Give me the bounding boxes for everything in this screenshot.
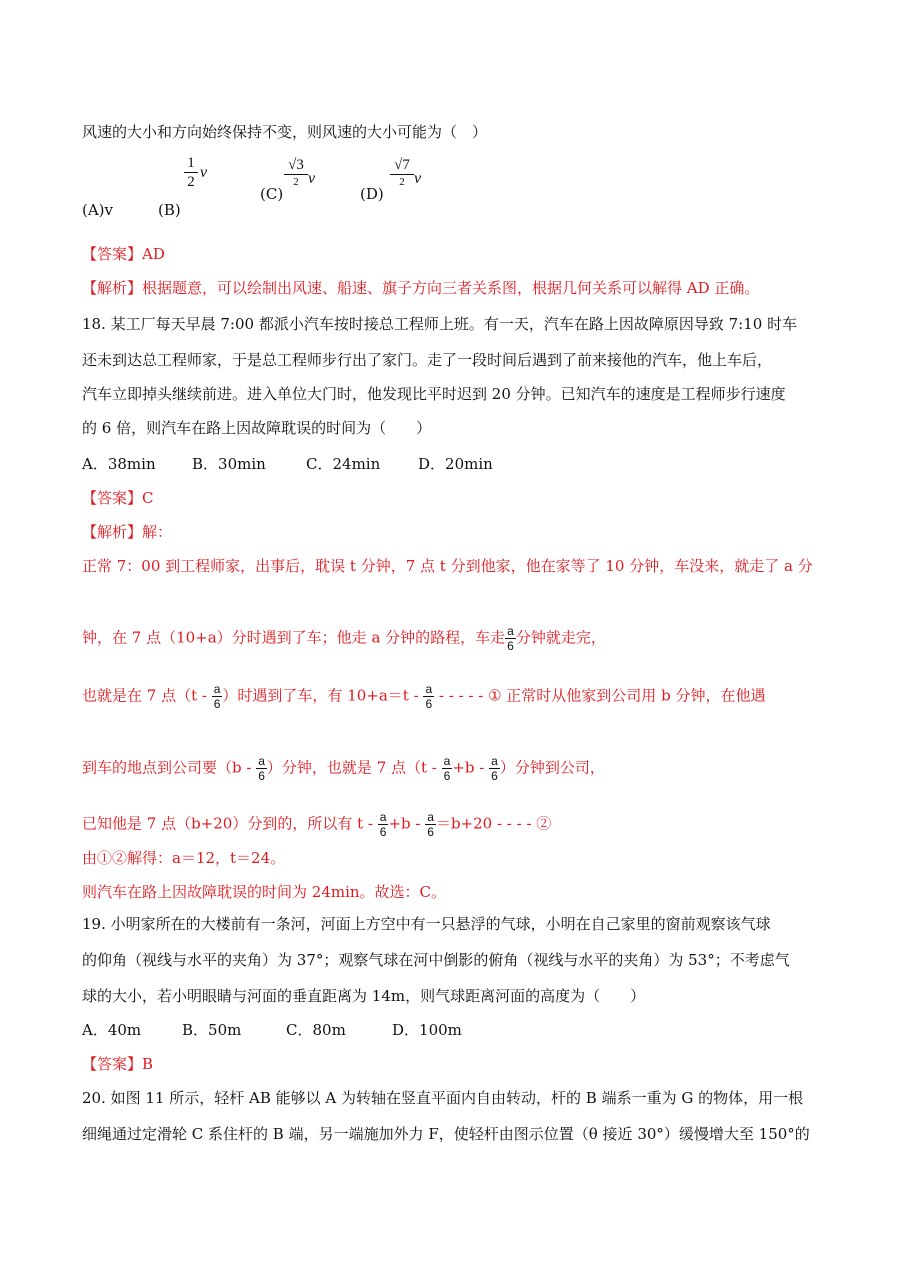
q18-option-b: B．30min — [192, 455, 266, 473]
q17-option-b-var: v — [200, 164, 208, 181]
q19-option-c: C．80m — [286, 1021, 346, 1039]
q18-solution-line5: 已知他是 7 点（b+20）分到的，所以有 t - $\frac{a}{6}$ +b - $\frac{a}{6}$ ＝b+20 - - - - ② — [82, 810, 552, 839]
q17-stem: 风速的大小和方向始终保持不变，则风速的大小可能为（ ） — [82, 123, 488, 141]
q18-stem-line1: 18. 某工厂每天早晨 7:00 都派小汽车按时接总工程师上班。有一天，汽车在路上因故障原因导致 7:10 时车 — [82, 315, 798, 333]
q17-option-b-fraction: 1 2 — [184, 154, 198, 191]
q18-solution-line7: 则汽车在路上因故障耽误的时间为 24min。故选：C。 — [82, 883, 447, 901]
q17-option-d-var: v — [414, 170, 422, 187]
q17-option-d-fraction: √7 2 — [390, 156, 414, 189]
q18-solution-line2: 钟，在 7 点（10+a）分时遇到了车；他走 a 分钟的路程，车走 $\frac{a}{6}$ 分钟就走完， — [82, 624, 606, 653]
fraction-a-over-6: $\frac{a}{6}$ — [379, 810, 387, 839]
q20-stem-line2: 细绳通过定滑轮 C 系住杆的 B 端，另一端施加外力 F，使轻杆由图示位置（θ 接近 30°）缓慢增大至 150°的 — [82, 1125, 810, 1143]
q19-option-b: B．50m — [182, 1021, 242, 1039]
q18-option-c: C．24min — [306, 455, 381, 473]
q18-option-d: D．20min — [418, 455, 493, 473]
q17-answer: 【答案】AD — [82, 245, 165, 263]
q19-option-a: A．40m — [82, 1021, 142, 1039]
q18-stem-line2: 还未到达总工程师家，于是总工程师步行出了家门。走了一段时间后遇到了前来接他的汽车，他上车后， — [82, 351, 773, 369]
q17-option-c-var: v — [308, 170, 316, 187]
q19-stem-line1: 19. 小明家所在的大楼前有一条河，河面上方空中有一只悬浮的气球，小明在自己家里的窗前观察该气球 — [82, 915, 771, 933]
q17-option-b: (B) — [158, 201, 181, 219]
fraction-a-over-6: $\frac{a}{6}$ — [425, 682, 433, 711]
fraction-a-over-6: $\frac{a}{6}$ — [507, 624, 514, 653]
q17-analysis: 【解析】根据题意，可以绘制出风速、船速、旗子方向三者关系图，根据几何关系可以解得 AD 正确。 — [82, 279, 760, 297]
fraction-a-over-6: $\frac{a}{6}$ — [258, 754, 265, 783]
q18-solution-line1: 正常 7：00 到工程师家，出事后，耽误 t 分钟，7 点 t 分到他家，他在家等了 10 分钟，车没来，就走了 a 分 — [82, 557, 813, 575]
q18-option-a: A．38min — [82, 455, 156, 473]
q18-stem-line3: 汽车立即掉头继续前进。进入单位大门时，他发现比平时迟到 20 分钟。已知汽车的速度是工程师步行速度 — [82, 385, 786, 403]
q18-solution-line4: 到车的地点到公司要（b - $\frac{a}{6}$ ）分钟，也就是 7 点（t - $\frac{a}{6}$ +b - $\frac{a}{6}$ ）分钟到公司， — [82, 754, 605, 783]
q18-solution-line3: 也就是在 7 点（t - $\frac{a}{6}$ ）时遇到了车，有 10+a＝t - $\frac{a}{6}$ - - - - - ① 正常时从他家到公司用 b 分钟，在他遇 — [82, 682, 766, 711]
q19-option-d: D．100m — [392, 1021, 462, 1039]
q18-answer: 【答案】C — [82, 489, 154, 507]
q18-solution-line6: 由①②解得：a＝12，t＝24。 — [82, 849, 286, 867]
q19-answer: 【答案】B — [82, 1055, 154, 1073]
q20-stem-line1: 20. 如图 11 所示，轻杆 AB 能够以 A 为转轴在竖直平面内自由转动，杆的 B 端系一重为 G 的物体，用一根 — [82, 1089, 804, 1107]
fraction-a-over-6: $\frac{a}{6}$ — [427, 810, 434, 839]
fraction-a-over-6: $\frac{a}{6}$ — [491, 754, 498, 783]
q18-stem-line4: 的 6 倍，则汽车在路上因故障耽误的时间为（ ） — [82, 419, 432, 437]
q18-analysis-label: 【解析】解： — [82, 523, 173, 541]
fraction-a-over-6: $\frac{a}{6}$ — [213, 682, 221, 711]
fraction-a-over-6: $\frac{a}{6}$ — [443, 754, 451, 783]
q19-stem-line2: 的仰角（视线与水平的夹角）为 37°；观察气球在河中倒影的俯角（视线与水平的夹角）为 53°；不考虑气 — [82, 951, 790, 969]
q17-option-c: (C) — [260, 185, 284, 203]
q17-option-d: (D) — [360, 185, 384, 203]
q17-option-a: (A)v — [82, 201, 114, 219]
q19-stem-line3: 球的大小，若小明眼睛与河面的垂直距离为 14m，则气球距离河面的高度为（ ） — [82, 987, 646, 1005]
q17-option-c-fraction: √3 2 — [284, 156, 308, 189]
